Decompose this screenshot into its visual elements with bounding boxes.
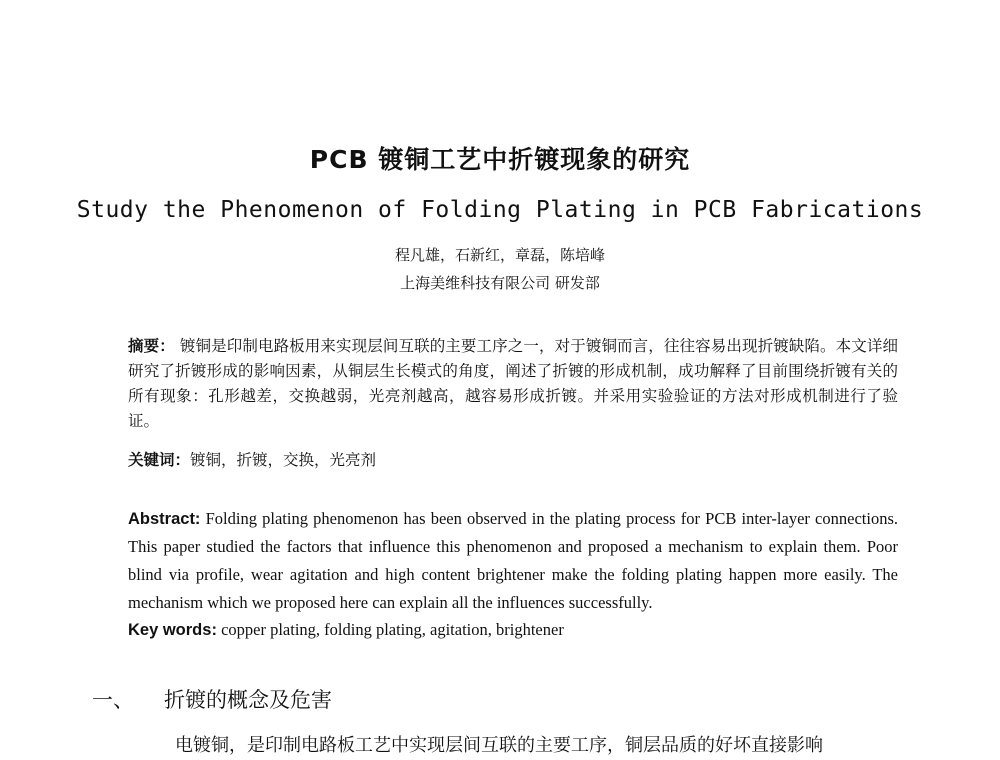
keywords-english-label: Key words: (128, 621, 217, 639)
section-heading-1 (92, 684, 332, 714)
keywords-english (128, 617, 898, 643)
abstract-english (128, 505, 898, 617)
paper-title-chinese: PCB 镀铜工艺中折镀现象的研究 (309, 145, 691, 174)
keywords-chinese-text: 镀铜，折镀，交换，光亮剂 (190, 451, 377, 469)
paper-title-english: Study the Phenomenon of Folding Plating in PCB Fabrications (76, 197, 924, 223)
author-list: 程凡雄，石新红，章磊，陈培峰 (394, 246, 605, 264)
keywords-english-text: copper plating, folding plating, agitation, brightener (216, 620, 564, 639)
abstract-english-text: Folding plating phenomenon has been observed in the plating process for PCB inter-layer connections. This paper studied the factors that influence this phenomenon and proposed a mechanism to explain them. Poor blind via profile, wear agitation and high content brightener make the folding plating happen more easily. The mechanism which we proposed here can explain all the influences successfully. (128, 509, 898, 612)
abstract-english-label: Abstract: (128, 510, 201, 528)
body-paragraph-first-line: 电镀铜，是印制电路板工艺中实现层间互联的主要工序，铜层品质的好坏直接影响 (175, 735, 823, 756)
section-number: 一、 (92, 688, 134, 712)
keywords-chinese (128, 447, 898, 473)
abstract-chinese-text: 镀铜是印制电路板用来实现层间互联的主要工序之一，对于镀铜而言，往往容易出现折镀缺陷。本文详细研究了折镀形成的影响因素，从铜层生长模式的角度，阐述了折镀的形成机制，成功解释了目前围绕折镀有关的所有现象：孔形越差，交换越弱，光亮剂越高，越容易形成折镀。并采用实验验证的方法对形成机制进行了验证。 (128, 337, 898, 430)
affiliation: 上海美维科技有限公司 研发部 (400, 274, 600, 292)
keywords-chinese-label: 关键词： (128, 450, 191, 469)
abstract-chinese-label: 摘要： (128, 336, 175, 355)
abstract-chinese (128, 333, 898, 434)
section-title: 折镀的概念及危害 (164, 688, 332, 712)
